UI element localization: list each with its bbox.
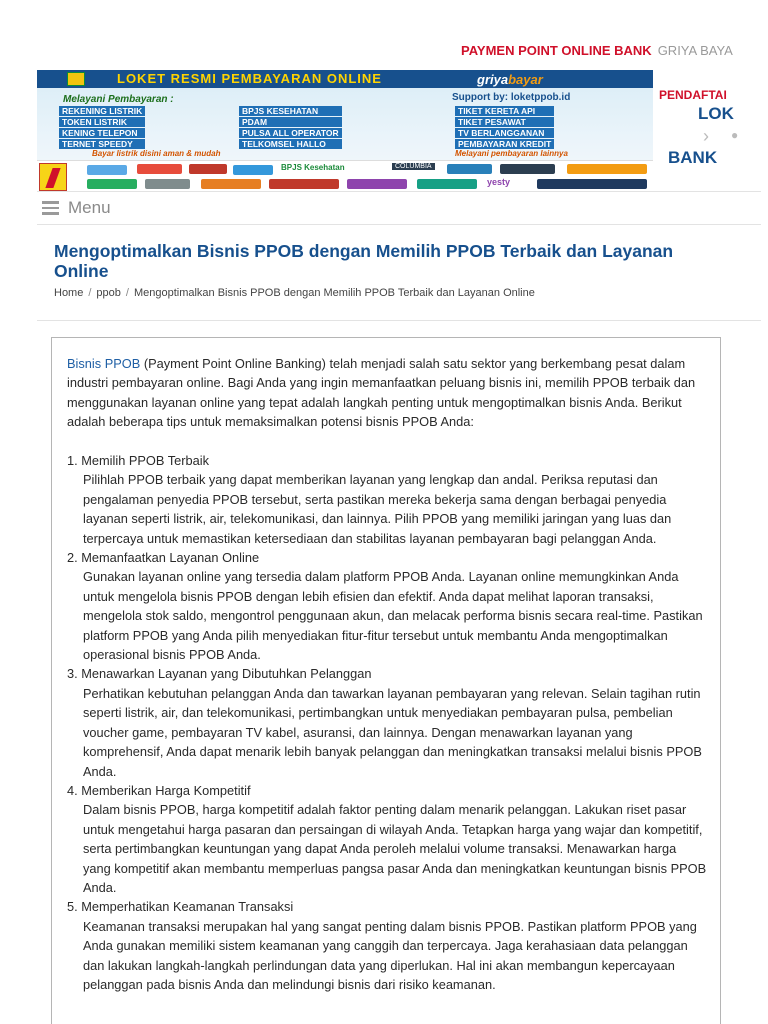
partner-logo [137, 164, 182, 174]
banner-welcome-text: Melayani Pembayaran : [63, 94, 174, 105]
page-title: Mengoptimalkan Bisnis PPOB dengan Memilih PPOB Terbaik dan Layanan Online [54, 241, 674, 281]
griyabayar-logo: griyabayar [477, 72, 543, 87]
breadcrumb: Home / ppob / Mengoptimalkan Bisnis PPOB dengan Memilih PPOB Terbaik dan Layanan Online [54, 287, 535, 299]
divider [37, 320, 761, 321]
partner-logo [145, 179, 190, 189]
yesty-logo: yesty [487, 177, 511, 187]
promo-line-2: BANK [668, 148, 718, 167]
partner-logo [87, 179, 137, 189]
article-body [51, 337, 721, 1024]
partner-logo [201, 179, 261, 189]
bisnis-ppob-link[interactable]: Bisnis PPOB [67, 356, 141, 371]
nav-links [461, 43, 733, 58]
slider-dot-icon[interactable]: ● [731, 128, 739, 142]
list-item [67, 897, 707, 994]
chevron-right-icon[interactable]: › [703, 126, 709, 146]
partner-logo [537, 179, 647, 189]
partner-logo [417, 179, 477, 189]
list-item-heading: 5. Memperhatikan Keamanan Transaksi [67, 899, 294, 915]
list-item [67, 781, 707, 897]
partner-logo [347, 179, 407, 189]
banner-title: LOKET RESMI PEMBAYARAN ONLINE [117, 71, 382, 86]
side-promo-slider[interactable] [655, 70, 768, 192]
article-intro: Bisnis PPOB (Payment Point Online Banking) telah menjadi salah satu sektor yang berkembang pesat dalam industri pembayaran online. Bagi Anda yang ingin memanfaatkan peluang bisnis ini, memilih PPOB terbaik dan menggunakan layanan online yang tepat adalah langkah penting untuk mengoptimalkan bisnis Anda. Berikut adalah beberapa tips untuk memaksimalkan potensi bisnis PPOB Anda: [67, 356, 696, 430]
promo-register-text: PENDAFTAI [659, 88, 727, 102]
banner-footer-tagline: Bayar listrik disini aman & mudah Melayani pembayaran lainnya [92, 149, 568, 158]
tips-list [67, 451, 707, 994]
banner-header-strip [37, 70, 653, 88]
pln-logo-icon [39, 163, 67, 191]
partner-logo [567, 164, 647, 174]
partner-logo [233, 165, 273, 175]
top-navigation [0, 0, 768, 64]
list-item-body: Dalam bisnis PPOB, harga kompetitif adalah faktor penting dalam menarik pelanggan. Lakukan riset pasar untuk mengetahui harga pasaran dan persaingan di wilayah Anda. Tetapkan harga yang wajar dan kompetitif, serta pertimbangkan keuntungan yang dapat Anda peroleh melalui volume transaksi. Menawarkan harga yang kompetitif akan membantu memperluas pangsa pasar Anda dan meningkatkan keuntungan bisnis PPOB Anda. [83, 802, 707, 895]
list-item [67, 664, 707, 780]
list-item-body: Pilihlah PPOB terbaik yang dapat memberikan layanan yang lengkap dan andal. Periksa reputasi dan pengalaman penyedia PPOB tersebut, serta pastikan mereka bekerja sama dengan berbagai penyedia layanan seperti listrik, air, telekomunikasi, dan lainnya. Pilih PPOB yang memiliki jaringan yang luas dan terpercaya untuk memastikan ketersediaan dan stabilitas layanan pembayaran bagi pelanggan Anda. [83, 472, 672, 546]
list-item-body: Gunakan layanan online yang tersedia dalam platform PPOB Anda. Layanan online memungkinkan Anda untuk mengelola bisnis PPOB dengan lebih efisien dan efektif. Anda dapat melihat laporan transaksi, mengelola stok saldo, mengontrol penggunaan akun, dan melacak performa bisnis secara real-time. Pastikan platform PPOB yang Anda pilih menyediakan fitur-fitur tersebut untuk membantu Anda mengoptimalkan operasional bisnis PPOB Anda. [83, 569, 703, 663]
partner-logo [87, 165, 127, 175]
bpjs-logo: BPJS Kesehatan [281, 163, 345, 172]
list-item-heading: 2. Memanfaatkan Layanan Online [67, 550, 260, 566]
breadcrumb-ppob[interactable]: ppob [96, 287, 121, 299]
banner-services-col-1: REKENING LISTRIK TOKEN LISTRIK KENING TELEPON TERNET SPEEDY [59, 106, 145, 150]
columbia-logo: COLUMBIA [392, 163, 435, 170]
list-item-heading: 3. Menawarkan Layanan yang Dibutuhkan Pelanggan [67, 666, 372, 682]
banner-services-col-2: BPJS KESEHATAN PDAM PULSA ALL OPERATOR TELKOMSEL HALLO [239, 106, 342, 150]
list-item [67, 451, 707, 548]
breadcrumb-current: Mengoptimalkan Bisnis PPOB dengan Memilih PPOB Terbaik dan Layanan Online [133, 287, 535, 299]
list-item-heading: 4. Memberikan Harga Kompetitif [67, 782, 251, 798]
promo-line-1: LOK [698, 104, 734, 123]
breadcrumb-home[interactable]: Home [54, 287, 84, 299]
partner-logos-strip [37, 160, 653, 192]
header-banner[interactable] [37, 70, 653, 192]
nav-link-griya-bayar[interactable]: GRIYA BAYA [657, 43, 733, 58]
list-item [67, 548, 707, 664]
partner-logo [500, 164, 555, 174]
nav-link-payment-point[interactable]: PAYMEN POINT ONLINE BANK [461, 43, 652, 58]
partner-logo [447, 164, 492, 174]
flag-icon [67, 72, 85, 86]
partner-logo [189, 164, 227, 174]
menu-bar [37, 191, 761, 225]
banner-support-text: Support by: loketppob.id [452, 92, 571, 103]
partner-logo [269, 179, 339, 189]
list-item-body: Keamanan transaksi merupakan hal yang sangat penting dalam bisnis PPOB. Pastikan platform PPOB yang Anda gunakan memiliki sistem keamanan yang canggih dan terpercaya. Jaga kerahasiaan data pelanggan dan lakukan langkah-langkah perlindungan data yang diperlukan. Hal ini akan membangun kepercayaan pelanggan pada bisnis Anda dan melindungi bisnis dari risiko keamanan. [83, 918, 697, 992]
list-item-body: Perhatikan kebutuhan pelanggan Anda dan tawarkan layanan pembayaran yang relevan. Selain tagihan rutin seperti listrik, air, dan telekomunikasi, pertimbangkan untuk menyediakan pembayaran pulsa, pembelian voucher game, pembayaran TV kabel, asuransi, dan lainnya. Dengan menawarkan layanan yang komprehensif, Anda dapat menarik lebih banyak pelanggan dan meningkatkan transaksi melalui bisnis PPOB Anda. [83, 685, 702, 779]
menu-toggle[interactable]: Menu [68, 198, 111, 217]
banner-services-col-3: TIKET KERETA API TIKET PESAWAT TV BERLANGGANAN PEMBAYARAN KREDIT [455, 106, 554, 150]
hamburger-icon[interactable] [42, 201, 59, 215]
list-item-heading: 1. Memilih PPOB Terbaik [67, 453, 210, 469]
